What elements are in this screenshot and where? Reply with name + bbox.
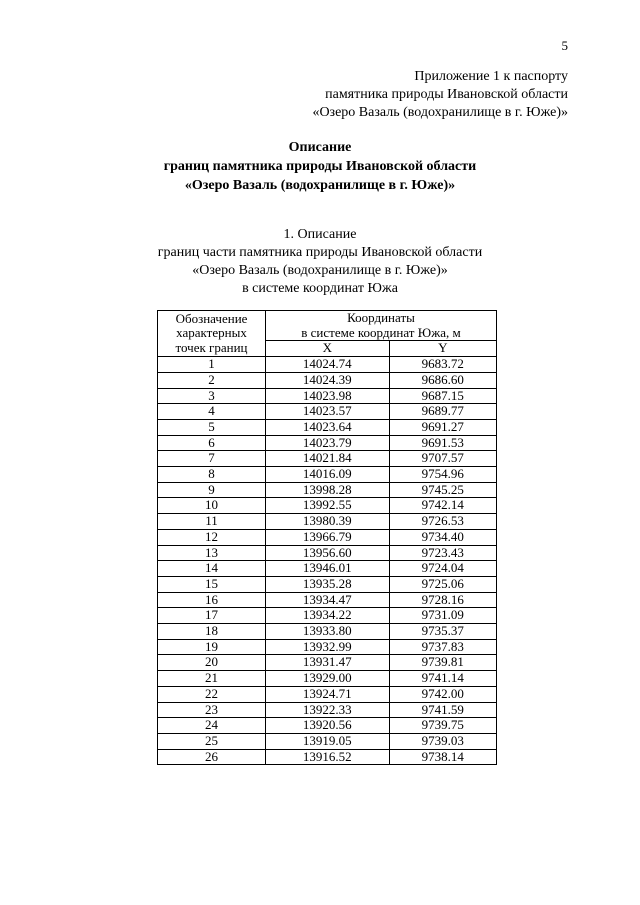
y-coordinate-cell: 9691.53 [389,435,496,451]
y-coordinate-cell: 9707.57 [389,451,496,467]
x-coordinate-cell: 14024.74 [266,357,390,373]
y-coordinate-cell: 9742.00 [389,686,496,702]
header-point [158,311,266,357]
section-line: 1. Описание [283,227,357,242]
point-number-cell: 24 [158,718,266,734]
point-number-cell: 8 [158,467,266,483]
y-coordinate-cell: 9739.03 [389,733,496,749]
point-number-cell: 21 [158,671,266,687]
table-row [158,514,497,530]
table-row [158,435,497,451]
y-coordinate-cell: 9725.06 [389,576,496,592]
table-row [158,671,497,687]
header-coordinates-line: в системе координат Южа, м [301,324,461,340]
title-line: границ памятника природы Ивановской области [163,159,477,174]
y-coordinate-cell: 9735.37 [389,624,496,640]
y-coordinate-cell: 9738.14 [389,749,496,765]
table-row [158,467,497,483]
section-line: границ части памятника природы Ивановской области [157,245,483,260]
y-coordinate-cell: 9741.14 [389,671,496,687]
y-coordinate-cell: 9691.27 [389,419,496,435]
table-row [158,639,497,655]
x-coordinate-cell: 14023.79 [266,435,390,451]
point-number-cell: 23 [158,702,266,718]
y-coordinate-cell: 9739.81 [389,655,496,671]
y-coordinate-cell: 9731.09 [389,608,496,624]
table-row [158,404,497,420]
point-number-cell: 9 [158,482,266,498]
table-row [158,702,497,718]
point-number-cell: 6 [158,435,266,451]
annex-line: «Озеро Вазаль (водохранилище в г. Юже)» [312,105,568,120]
title-line: «Озеро Вазаль (водохранилище в г. Юже)» [184,178,456,193]
point-number-cell: 2 [158,372,266,388]
point-number-cell: 10 [158,498,266,514]
x-coordinate-cell: 13992.55 [266,498,390,514]
x-coordinate-cell: 13922.33 [266,702,390,718]
x-coordinate-cell: 14023.64 [266,419,390,435]
point-number-cell: 20 [158,655,266,671]
table-row [158,498,497,514]
header-point-line: характерных [176,325,247,341]
y-coordinate-cell: 9742.14 [389,498,496,514]
table-row [158,561,497,577]
y-coordinate-cell: 9686.60 [389,372,496,388]
point-number-cell: 11 [158,514,266,530]
point-number-cell: 25 [158,733,266,749]
x-coordinate-cell: 13916.52 [266,749,390,765]
y-coordinate-cell: 9724.04 [389,561,496,577]
point-number-cell: 1 [158,357,266,373]
table-row [158,608,497,624]
y-coordinate-cell: 9734.40 [389,529,496,545]
header-point-line: точек границ [175,339,248,355]
point-number-cell: 22 [158,686,266,702]
x-coordinate-cell: 14021.84 [266,451,390,467]
x-coordinate-cell: 13966.79 [266,529,390,545]
point-number-cell: 5 [158,419,266,435]
y-coordinate-cell: 9739.75 [389,718,496,734]
page-number: 5 [561,38,568,53]
point-number-cell: 19 [158,639,266,655]
annex-header [312,68,568,122]
x-coordinate-cell: 13934.22 [266,608,390,624]
table-body [158,357,497,765]
y-coordinate-cell: 9737.83 [389,639,496,655]
annex-line: Приложение 1 к паспорту [414,69,568,84]
x-coordinate-cell: 13919.05 [266,733,390,749]
table-row [158,388,497,404]
point-number-cell: 15 [158,576,266,592]
point-number-cell: 3 [158,388,266,404]
table-row [158,482,497,498]
point-number-cell: 7 [158,451,266,467]
y-coordinate-cell: 9723.43 [389,545,496,561]
x-coordinate-cell: 14023.98 [266,388,390,404]
point-number-cell: 26 [158,749,266,765]
header-coordinates-line: Координаты [347,310,415,325]
x-coordinate-cell: 13924.71 [266,686,390,702]
section-line: «Озеро Вазаль (водохранилище в г. Юже)» [192,263,448,278]
y-coordinate-cell: 9683.72 [389,357,496,373]
table-row [158,419,497,435]
header-x: X [266,341,390,357]
y-coordinate-cell: 9741.59 [389,702,496,718]
section-heading [0,226,640,298]
table-row [158,686,497,702]
header-y: Y [389,341,496,357]
header-coordinates [266,311,497,341]
section-line: в системе координат Южа [242,281,398,296]
x-coordinate-cell: 13933.80 [266,624,390,640]
table-row [158,718,497,734]
x-coordinate-cell: 14024.39 [266,372,390,388]
y-coordinate-cell: 9754.96 [389,467,496,483]
table-row [158,372,497,388]
x-coordinate-cell: 13935.28 [266,576,390,592]
y-coordinate-cell: 9689.77 [389,404,496,420]
point-number-cell: 17 [158,608,266,624]
table-row [158,592,497,608]
table-row [158,655,497,671]
point-number-cell: 13 [158,545,266,561]
table-row [158,749,497,765]
table-row [158,624,497,640]
x-coordinate-cell: 13931.47 [266,655,390,671]
y-coordinate-cell: 9728.16 [389,592,496,608]
table-row [158,357,497,373]
table-row [158,451,497,467]
x-coordinate-cell: 13946.01 [266,561,390,577]
x-coordinate-cell: 13956.60 [266,545,390,561]
document-title [0,138,640,195]
y-coordinate-cell: 9687.15 [389,388,496,404]
header-point-line: Обозначение [175,310,248,326]
point-number-cell: 18 [158,624,266,640]
x-coordinate-cell: 13929.00 [266,671,390,687]
x-coordinate-cell: 14016.09 [266,467,390,483]
point-number-cell: 14 [158,561,266,577]
table-row [158,545,497,561]
table-row [158,733,497,749]
x-coordinate-cell: 13920.56 [266,718,390,734]
y-coordinate-cell: 9745.25 [389,482,496,498]
point-number-cell: 12 [158,529,266,545]
x-coordinate-cell: 14023.57 [266,404,390,420]
y-coordinate-cell: 9726.53 [389,514,496,530]
x-coordinate-cell: 13980.39 [266,514,390,530]
point-number-cell: 16 [158,592,266,608]
x-coordinate-cell: 13934.47 [266,592,390,608]
x-coordinate-cell: 13998.28 [266,482,390,498]
annex-line: памятника природы Ивановской области [325,87,568,102]
coordinates-table [157,310,497,765]
x-coordinate-cell: 13932.99 [266,639,390,655]
table-row [158,576,497,592]
title-line: Описание [288,140,352,155]
table-row [158,529,497,545]
point-number-cell: 4 [158,404,266,420]
